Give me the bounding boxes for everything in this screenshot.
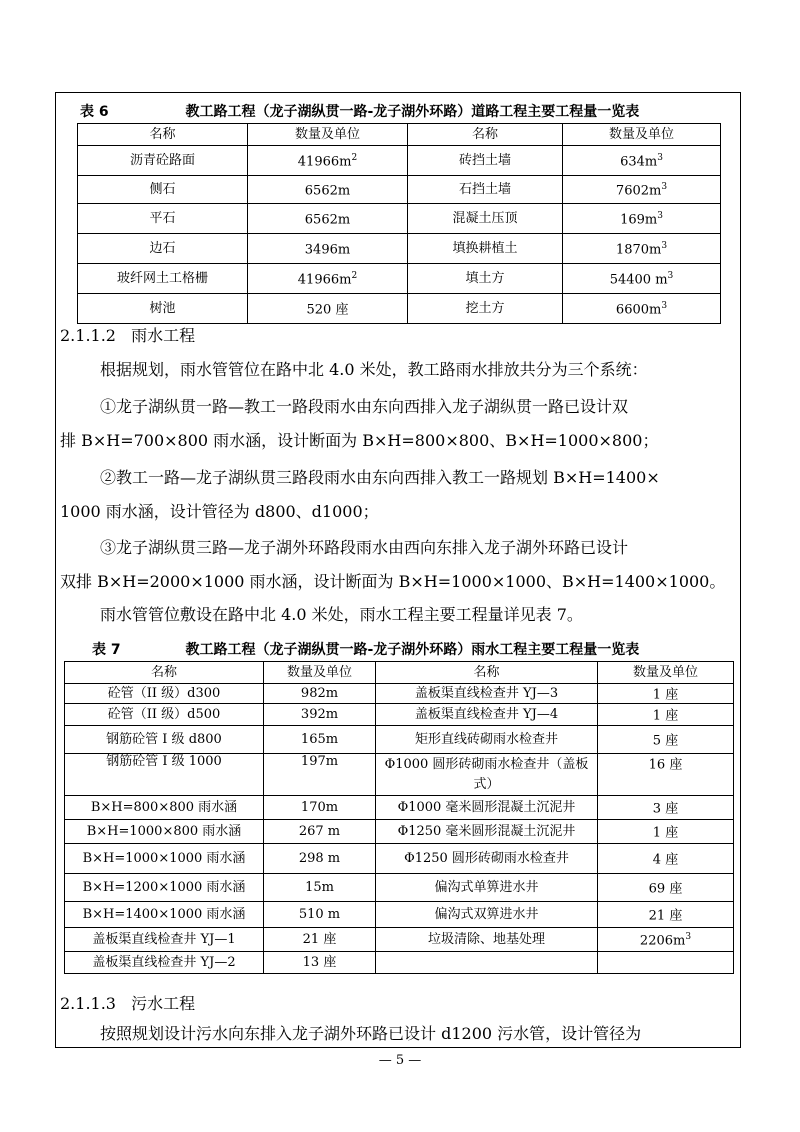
table7-qty2-text: 21 座 (648, 908, 683, 924)
table7-name1 (65, 874, 264, 902)
table7-qty1 (264, 844, 376, 874)
table-row (65, 902, 734, 928)
table-row (78, 294, 721, 324)
table-row (65, 796, 734, 820)
table6-caption-title: 教工路工程（龙子湖纵贯一路-龙子湖外环路）道路工程主要工程量一览表 (185, 104, 640, 120)
table6-header-qty2: 数量及单位 (563, 124, 721, 146)
table7-name1 (65, 928, 264, 952)
table7-name2-text: 垃圾清除、地基处理 (427, 932, 545, 947)
table7-qty1-text: 165m (300, 732, 339, 747)
table7-qty1-text: 267 m (298, 824, 341, 839)
table6-name1 (78, 234, 248, 264)
table6-qty2 (563, 146, 721, 176)
table6-qty2-unit-exponent: 3 (661, 301, 668, 312)
table7-qty1 (264, 874, 376, 902)
table7-header-name2: 名称 (376, 662, 598, 684)
table7-caption-number: 表 7 (92, 642, 121, 658)
table7-name1 (65, 796, 264, 820)
table6-caption-number: 表 6 (80, 104, 109, 120)
table6-header-name1: 名称 (78, 124, 248, 146)
table7-qty2-unit-exponent: 3 (685, 932, 692, 943)
table6-name1-text: 侧石 (149, 182, 176, 197)
table7-qty1-text: 392m (300, 707, 339, 722)
table7-name2 (376, 684, 598, 704)
table6-name2 (408, 264, 563, 294)
table6-name1-text: 平石 (149, 211, 176, 226)
table7-qty2-text: 2206m (639, 933, 686, 949)
table6-qty2-text: 54400 m (609, 272, 668, 288)
table6 (77, 123, 721, 324)
table7-qty2-text: 1 座 (652, 708, 679, 724)
paragraph-rain-system2-line1: ②教工一路—龙子湖纵贯三路段雨水由东向西排入教工一路规划 B×H=1400× (100, 468, 660, 487)
table7-name2 (376, 952, 598, 974)
table6-name2-text: 砖挡土墙 (458, 153, 511, 168)
section-heading-sewage (60, 991, 195, 1014)
table7-qty1-text: 982m (300, 686, 339, 701)
table-row (65, 754, 734, 796)
section-title: 雨水工程 (131, 326, 196, 345)
paragraph-rain-system1-line1: ①龙子湖纵贯一路—教工一路段雨水由东向西排入龙子湖纵贯一路已设计双 (100, 397, 629, 416)
table7-name2 (376, 928, 598, 952)
table6-qty2-unit-exponent: 3 (667, 271, 674, 282)
table7-qty1 (264, 684, 376, 704)
table7-qty2 (598, 952, 734, 974)
table6-name2 (408, 234, 563, 264)
table7-name2 (376, 796, 598, 820)
table6-name1-text: 玻纤网土工格栅 (116, 271, 208, 286)
table6-name1-text: 沥青砼路面 (129, 153, 195, 168)
paragraph-rain-summary: 雨水管管位敷设在路中北 4.0 米处，雨水工程主要工程量详见表 7。 (100, 605, 583, 624)
table7-qty2 (598, 820, 734, 844)
table6-qty2-text: 7602m (615, 183, 662, 199)
table7-name1 (65, 704, 264, 726)
table7-name2 (376, 902, 598, 928)
table6-name2 (408, 176, 563, 204)
table7-name2-text: Φ1000 圆形砖砌雨水检查井（盖板式） (384, 756, 589, 792)
table7-name1-text: 钢筋砼管 I 级 1000 (106, 754, 222, 769)
table7-name1-text: 钢筋砼管 I 级 d800 (106, 732, 222, 747)
table6-qty2-text: 634m (620, 154, 658, 170)
table7-name2-text: 盖板渠直线检查井 YJ—4 (414, 707, 559, 722)
table7-qty2 (598, 902, 734, 928)
paragraph-rain-system3-line2: 双排 B×H=2000×1000 雨水涵，设计断面为 B×H=1000×1000、B×H=1400×1000。 (60, 572, 726, 591)
table6-header-name2: 名称 (408, 124, 563, 146)
table-row (65, 844, 734, 874)
paragraph-rain-intro: 根据规划，雨水管管位在路中北 4.0 米处，教工路雨水排放共分为三个系统： (100, 360, 648, 379)
table6-qty1 (248, 204, 408, 234)
table6-name1 (78, 294, 248, 324)
table7-name1-text: B×H=1200×1000 雨水涵 (82, 880, 246, 895)
table6-name1-text: 树池 (149, 301, 176, 316)
table7-name2-text: 偏沟式单箅进水井 (434, 880, 539, 895)
table6-header-qty1: 数量及单位 (248, 124, 408, 146)
table7-name1-text: B×H=1000×1000 雨水涵 (82, 851, 246, 866)
table7-name1-text: B×H=1000×800 雨水涵 (86, 824, 242, 839)
table7-qty2 (598, 704, 734, 726)
table6-name2 (408, 294, 563, 324)
table-row (78, 176, 721, 204)
table6-qty1-text: 3496m (304, 242, 351, 258)
table7-qty2-text: 5 座 (652, 733, 679, 749)
table6-qty2-unit-exponent: 3 (661, 182, 668, 193)
table6-caption (80, 101, 639, 121)
section-heading-rain (60, 323, 195, 346)
table6-name2-text: 挖土方 (465, 301, 505, 316)
table-row (65, 952, 734, 974)
section-number: 2.1.1.3 (60, 994, 116, 1013)
table6-qty1-text: 41966m (297, 154, 352, 170)
table7 (64, 661, 734, 974)
table-row (78, 146, 721, 176)
paragraph-rain-system2-line2: 1000 雨水涵，设计管径为 d800、d1000； (60, 502, 379, 521)
table6-name2-text: 混凝土压顶 (452, 211, 518, 226)
table6-qty1 (248, 294, 408, 324)
table6-qty2-unit-exponent: 3 (657, 153, 663, 164)
table6-name1 (78, 176, 248, 204)
table7-qty1-text: 170m (300, 800, 339, 815)
table6-qty2-text: 6600m (615, 302, 662, 318)
paragraph-rain-system3-line1: ③龙子湖纵贯三路—龙子湖外环路段雨水由西向东排入龙子湖外环路已设计 (100, 538, 629, 557)
table7-name1 (65, 844, 264, 874)
table7-caption-title: 教工路工程（龙子湖纵贯一路-龙子湖外环路）雨水工程主要工程量一览表 (185, 642, 640, 658)
table7-qty2-text: 4 座 (652, 852, 679, 868)
table6-qty1 (248, 176, 408, 204)
table7-name2-text: 偏沟式双箅进水井 (434, 907, 539, 922)
table6-qty1-unit-exponent: 2 (351, 153, 358, 164)
section-number: 2.1.1.2 (60, 326, 116, 345)
table6-qty1-unit-exponent: 2 (351, 271, 358, 282)
table7-name1 (65, 754, 264, 796)
table7-qty1 (264, 796, 376, 820)
table7-qty1 (264, 820, 376, 844)
table7-qty2-text: 3 座 (652, 801, 679, 817)
table6-name2 (408, 146, 563, 176)
table6-qty1-text: 6562m (304, 183, 351, 199)
table7-qty2-text: 1 座 (652, 687, 679, 703)
table7-name1 (65, 726, 264, 754)
table7-qty1-text: 15m (305, 880, 334, 895)
table7-caption (92, 639, 639, 659)
table7-name1 (65, 684, 264, 704)
table-row (65, 726, 734, 754)
table6-qty1-text: 520 座 (306, 302, 349, 318)
table7-qty2 (598, 684, 734, 704)
table6-name2-text: 石挡土墙 (458, 182, 511, 197)
table7-header-qty2: 数量及单位 (598, 662, 734, 684)
table6-qty2-unit-exponent: 3 (657, 211, 663, 222)
table-row (78, 264, 721, 294)
table7-qty2 (598, 874, 734, 902)
table7-qty1 (264, 902, 376, 928)
table7-qty2-text: 16 座 (648, 757, 683, 773)
table7-qty1-text: 13 座 (302, 955, 337, 970)
table6-name2-text: 填土方 (465, 271, 505, 286)
table7-name2 (376, 844, 598, 874)
table6-name2-text: 填换耕植土 (452, 241, 518, 256)
table7-qty2 (598, 928, 734, 952)
table7-qty1-text: 197m (300, 754, 339, 769)
table7-qty1 (264, 704, 376, 726)
paragraph-sewage: 按照规划设计污水向东排入龙子湖外环路已设计 d1200 污水管，设计管径为 (100, 1024, 642, 1043)
table-row (65, 928, 734, 952)
table7-qty1-text: 298 m (298, 851, 341, 866)
table7-qty1 (264, 952, 376, 974)
table7-name2-text: Φ1250 圆形砖砌雨水检查井 (404, 851, 569, 866)
table6-qty2 (563, 176, 721, 204)
table-row (65, 820, 734, 844)
table6-name1-text: 边石 (149, 241, 176, 256)
table7-header-row (65, 662, 734, 684)
table6-name2 (408, 204, 563, 234)
table6-qty1-text: 6562m (304, 212, 351, 228)
table7-name2 (376, 820, 598, 844)
table7-header-qty1: 数量及单位 (264, 662, 376, 684)
table7-name2-text: Φ1250 毫米圆形混凝土沉泥井 (397, 824, 576, 839)
table7-name1-text: 盖板渠直线检查井 YJ—1 (92, 932, 236, 947)
table7-name1 (65, 820, 264, 844)
table7-name2 (376, 754, 598, 796)
table7-name1 (65, 902, 264, 928)
table-row (65, 684, 734, 704)
table6-qty2 (563, 204, 721, 234)
table6-qty1 (248, 146, 408, 176)
table-row (65, 874, 734, 902)
table7-qty1-text: 21 座 (302, 932, 337, 947)
table7-header-name1: 名称 (65, 662, 264, 684)
table7-qty1 (264, 754, 376, 796)
table7-qty2-text: 69 座 (648, 881, 683, 897)
table6-name1 (78, 264, 248, 294)
table7-name1-text: 砼管（II 级）d500 (107, 707, 221, 722)
table7-name2 (376, 874, 598, 902)
table7-qty1-text: 510 m (298, 907, 341, 922)
section-title: 污水工程 (131, 994, 196, 1013)
table-row (65, 704, 734, 726)
page-number: — 5 — (378, 1053, 422, 1068)
table7-name1 (65, 952, 264, 974)
table7-name2-text: 盖板渠直线检查井 YJ—3 (414, 686, 559, 701)
table6-qty2-text: 169m (620, 212, 658, 228)
table6-name1 (78, 146, 248, 176)
table7-name2-text: Φ1000 毫米圆形混凝土沉泥井 (397, 800, 576, 815)
table7-qty1 (264, 928, 376, 952)
table7-name2-text: 矩形直线砖砌雨水检查井 (414, 732, 558, 747)
table6-qty2 (563, 264, 721, 294)
table6-qty1 (248, 264, 408, 294)
table7-name1-text: 砼管（II 级）d300 (107, 686, 221, 701)
table7-name1-text: B×H=1400×1000 雨水涵 (82, 907, 246, 922)
table7-name2 (376, 726, 598, 754)
table-row (78, 234, 721, 264)
table6-header-row (78, 124, 721, 146)
table7-name1-text: 盖板渠直线检查井 YJ—2 (92, 955, 236, 970)
table7-name1-text: B×H=800×800 雨水涵 (90, 800, 238, 815)
table7-qty2 (598, 796, 734, 820)
table7-name2 (376, 704, 598, 726)
table6-qty1 (248, 234, 408, 264)
table6-qty2-text: 1870m (615, 242, 662, 258)
table7-qty2 (598, 754, 734, 796)
table7-qty1 (264, 726, 376, 754)
table6-qty2 (563, 294, 721, 324)
table7-qty2 (598, 844, 734, 874)
paragraph-rain-system1-line2: 排 B×H=700×800 雨水涵，设计断面为 B×H=800×800、B×H=1000×800； (60, 431, 659, 450)
table6-name1 (78, 204, 248, 234)
table-row (78, 204, 721, 234)
table7-qty2-text: 1 座 (652, 825, 679, 841)
table7-qty2 (598, 726, 734, 754)
table6-qty1-text: 41966m (297, 272, 352, 288)
table6-qty2 (563, 234, 721, 264)
table6-qty2-unit-exponent: 3 (661, 241, 668, 252)
